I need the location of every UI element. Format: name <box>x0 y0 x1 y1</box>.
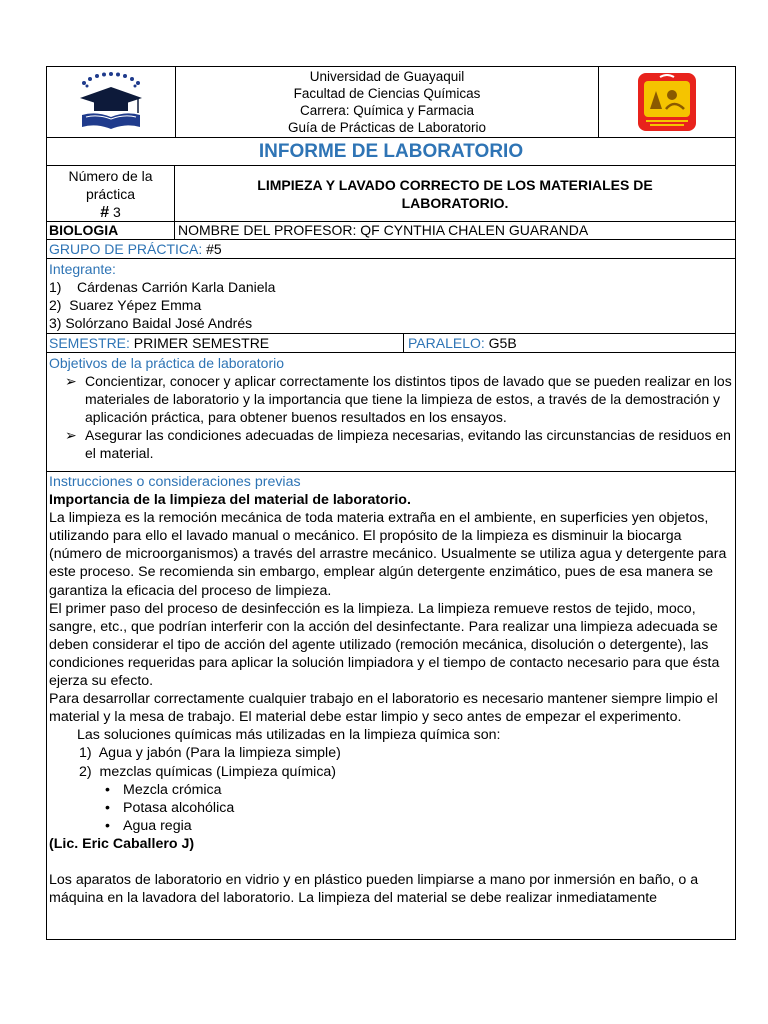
report-title: INFORME DE LABORATORIO <box>47 138 735 166</box>
subject-row <box>47 222 735 240</box>
career-name: Carrera: Química y Farmacia <box>299 103 475 118</box>
practice-number-label: Número de la práctica <box>68 168 153 202</box>
members-label: Integrante: <box>49 261 116 277</box>
parallel-cell <box>404 334 735 352</box>
objective-item <box>49 426 733 462</box>
practice-row <box>47 166 735 222</box>
bullet-item <box>49 799 733 817</box>
practice-hash: # <box>100 204 110 221</box>
group-row <box>47 240 735 259</box>
semester-label: SEMESTRE: <box>49 335 130 351</box>
members-section <box>47 259 735 334</box>
subject-name: BIOLOGIA <box>47 222 175 239</box>
bullet-text: Agua regia <box>123 817 192 834</box>
header-row <box>47 67 735 138</box>
group-label: GRUPO DE PRÁCTICA: <box>49 241 203 257</box>
group-value: #5 <box>206 241 222 257</box>
objectives-title: Objetivos de la práctica de laboratorio <box>49 355 285 371</box>
practice-number: 3 <box>113 204 121 220</box>
university-logo <box>47 67 176 137</box>
objectives-section <box>47 353 735 472</box>
solution-item: 1) Agua y jabón (Para la limpieza simple) <box>79 745 341 762</box>
parallel-value: G5B <box>488 335 517 351</box>
paragraph: Los aparatos de laboratorio en vidrio y en plástico pueden limpiarse a mano por inmersión en baño, o a máquina en la lavadora del laboratorio. La limpieza del material se debe realizar inmediatamente <box>49 871 699 907</box>
objective-text: Concientizar, conocer y aplicar correctamente los distintos tipos de lavado que se pueden realizar en los materiales de laboratorio y la importancia que tiene la limpieza de estos, a través de la demostración y aplicación práctica, para obtener buenos resultados en los ensayos. <box>85 373 732 425</box>
bullet-icon: • <box>105 781 110 798</box>
paragraph: El primer paso del proceso de desinfección es la limpieza. La limpieza remueve restos de tejido, moco, sangre, etc., que podrían interferir con la acción del desinfectante. Para realizar una limpieza adecuada se deben considerar el tipo de acción del agente utilizado (remoción mecánica, disolución o detergente), las condiciones requeridas para aplicar la solución limpiadora y el tiempo de contacto necesario para que ésta ejerza su efecto. <box>49 600 720 690</box>
faculty-seal-icon <box>636 71 698 133</box>
graduation-cap-icon <box>74 71 148 133</box>
arrow-bullet-icon: ➢ <box>65 427 77 443</box>
university-name: Universidad de Guayaquil <box>309 69 465 84</box>
bullet-text: Potasa alcohólica <box>123 799 235 816</box>
report-document <box>46 66 736 940</box>
parallel-label: PARALELO: <box>408 335 485 351</box>
faculty-name: Facultad de Ciencias Químicas <box>293 86 481 101</box>
semester-cell <box>47 334 404 352</box>
guide-name: Guía de Prácticas de Laboratorio <box>287 120 487 135</box>
semester-row <box>47 334 735 353</box>
member-item: 3) Solórzano Baidal José Andrés <box>49 315 253 331</box>
practice-number-cell <box>47 166 175 221</box>
member-item: 1) Cárdenas Carrión Karla Daniela <box>49 279 276 295</box>
semester-value: PRIMER SEMESTRE <box>133 335 270 351</box>
professor-name: NOMBRE DEL PROFESOR: QF CYNTHIA CHALEN GUARANDA <box>178 222 589 238</box>
bullet-icon: • <box>105 799 110 816</box>
solution-item: 2) mezclas químicas (Limpieza química) <box>79 763 337 780</box>
faculty-seal <box>598 67 735 137</box>
instructions-section <box>47 472 735 939</box>
bullet-text: Mezcla crómica <box>123 781 222 798</box>
bullet-icon: • <box>105 817 110 834</box>
practice-title: LIMPIEZA Y LAVADO CORRECTO DE LOS MATERIALES DE LABORATORIO. <box>257 176 653 211</box>
solutions-intro: Las soluciones químicas más utilizadas en la limpieza química son: <box>77 727 501 744</box>
objective-text: Asegurar las condiciones adecuadas de limpieza necesarias, evitando las circunstancias de residuos en el material. <box>85 427 731 461</box>
instructions-title: Instrucciones o consideraciones previas <box>49 474 301 490</box>
member-item: 2) Suarez Yépez Emma <box>49 297 202 313</box>
paragraph: La limpieza es la remoción mecánica de toda materia extraña en el ambiente, en superficies yen objetos, utilizando para ello el lavado manual o mecánico. El propósito de la limpieza es disminuir la biocarga (número de microorganismos) a través del arrastre mecánico. Usualmente se utiliza agua y detergente para este proceso. Se recomienda sin embargo, emplear algún detergente enzimático, pues de esa manera se garantiza la eficacia del proceso de limpieza. <box>49 510 727 599</box>
bullet-item <box>49 817 733 835</box>
instructions-subtitle: Importancia de la limpieza del material de laboratorio. <box>49 492 411 509</box>
header-text <box>176 67 598 137</box>
arrow-bullet-icon: ➢ <box>65 373 77 389</box>
objective-item <box>49 372 733 426</box>
paragraph: Para desarrollar correctamente cualquier trabajo en el laboratorio es necesario mantener siempre limpio el material y la mesa de trabajo. El material debe estar limpio y seco antes de empezar el experimento. <box>49 691 718 726</box>
bullet-item <box>49 781 733 799</box>
citation: (Lic. Eric Caballero J) <box>49 835 195 852</box>
